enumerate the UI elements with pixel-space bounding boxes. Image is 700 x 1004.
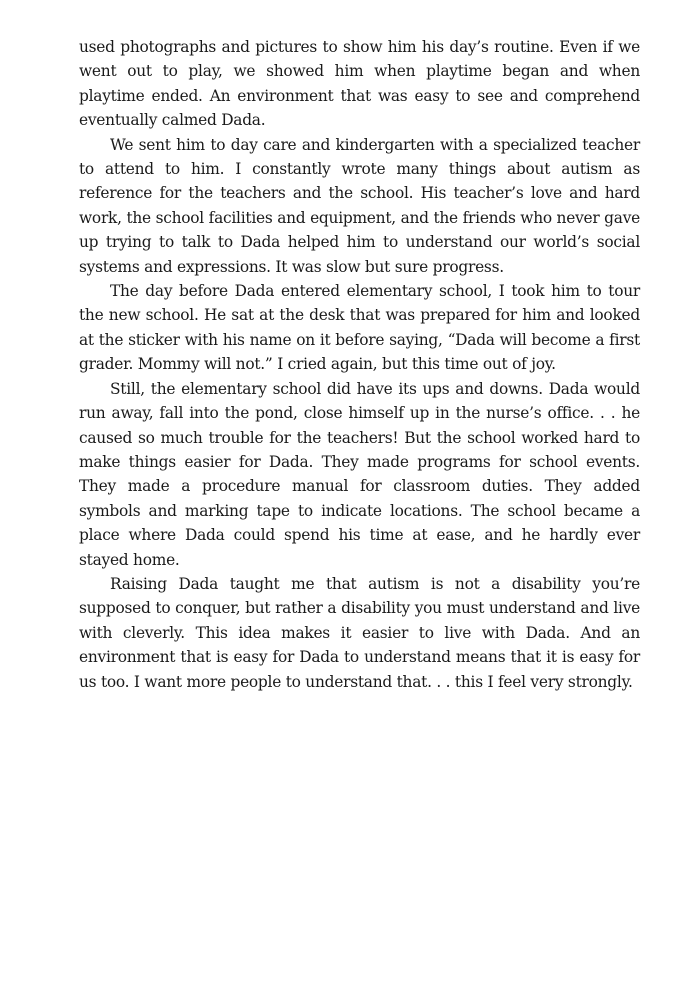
paragraph: Raising Dada taught me that autism is not a disability you’re supposed to conquer, but rather a disability you must understand and live with cleverly. This idea makes it easier to live with Dada. And an environment that is easy for Dada to understand means that it is easy for us too. I want more people to understand that. . . this I feel very strongly. [79, 574, 640, 691]
paragraph: The day before Dada entered elementary school, I took him to tour the new school. He sat at the desk that was prepared for him and looked at the sticker with his name on it before saying, “Dada will become a first grader. Mommy will not.” I cried again, but this time out of joy. [79, 282, 640, 374]
paragraph-continuation: used photographs and pictures to show him his day’s routine. Even if we went out to play, we showed him when playtime began and when playtime ended. An environment that was easy to see and comprehend eventually calmed Dada. [79, 38, 640, 130]
page-body [79, 35, 640, 694]
paragraph: We sent him to day care and kindergarten with a specialized teacher to attend to him. I constantly wrote many things about autism as reference for the teachers and the school. His teacher’s love and hard work, the school facilities and equipment, and the friends who never gave up trying to talk to Dada helped him to understand our world’s social systems and expressions. It was slow but sure progress. [79, 135, 640, 276]
paragraph: Still, the elementary school did have its ups and downs. Dada would run away, fall into the pond, close himself up in the nurse’s office. . . he caused so much trouble for the teachers! But the school worked hard to make things easier for Dada. They made programs for school events. They made a procedure manual for classroom duties. They added symbols and marking tape to indicate locations. The school became a place where Dada could spend his time at ease, and he hardly ever stayed home. [79, 379, 640, 569]
